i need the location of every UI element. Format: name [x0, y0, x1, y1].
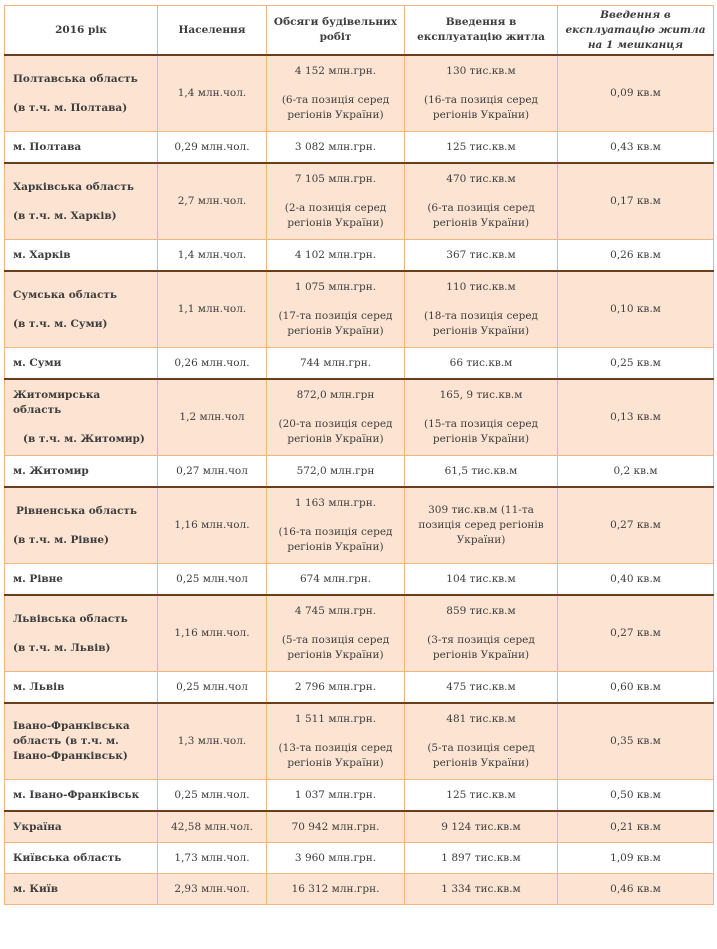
per-capita-cell: 0,27 кв.м [558, 487, 714, 564]
region-name [5, 271, 158, 348]
city-name: м. Житомир [5, 456, 158, 488]
construction-rank: (13-та позиція серед регіонів України) [278, 742, 393, 769]
table-row [5, 843, 714, 874]
population-cell: 0,29 млн.чол. [158, 132, 267, 164]
construction-cell: 16 312 млн.грн. [267, 874, 405, 905]
construction-cell: 674 млн.грн. [267, 564, 405, 596]
population-cell: 1,2 млн.чол [158, 379, 267, 456]
housing-rank: (6-та позиція серед регіонів України) [427, 202, 535, 229]
population-cell: 1,4 млн.чол. [158, 55, 267, 132]
construction-rank: (6-та позиція серед регіонів України) [281, 94, 390, 121]
construction-rank: (17-та позиція серед регіонів України) [278, 310, 393, 337]
per-capita-cell: 0,26 кв.м [558, 240, 714, 272]
region-name-line1: Полтавська область [13, 72, 138, 85]
housing-cell [405, 271, 558, 348]
city-name: м. Харків [5, 240, 158, 272]
region-name-line1: Житомирська область [13, 389, 101, 416]
housing-cell: 61,5 тис.кв.м [405, 456, 558, 488]
region-name-line1: Сумська область [13, 288, 118, 301]
construction-rank: (16-та позиція серед регіонів України) [278, 526, 393, 553]
per-capita-cell: 0,43 кв.м [558, 132, 714, 164]
housing-rank: (3-тя позиція серед регіонів України) [427, 634, 535, 661]
population-cell: 1,73 млн.чол. [158, 843, 267, 874]
population-cell: 1,16 млн.чол. [158, 487, 267, 564]
housing-cell: 66 тис.кв.м [405, 348, 558, 380]
housing-cell [405, 163, 558, 240]
table-row [5, 487, 714, 564]
construction-value: 4 152 млн.грн. [294, 65, 377, 77]
city-name: м. Київ [5, 874, 158, 905]
header-year: 2016 рік [5, 6, 158, 56]
header-per-capita: Введення в експлуатацію житла на 1 мешканця [558, 6, 714, 56]
per-capita-cell: 0,2 кв.м [558, 456, 714, 488]
table-row [5, 780, 714, 812]
table-row [5, 132, 714, 164]
housing-rank: (5-та позиція серед регіонів України) [427, 742, 535, 769]
region-name [5, 379, 158, 456]
population-cell: 2,93 млн.чол. [158, 874, 267, 905]
housing-rank: (18-та позиція серед регіонів України) [423, 310, 539, 337]
construction-cell [267, 487, 405, 564]
population-cell: 1,4 млн.чол. [158, 240, 267, 272]
construction-rank: (2-а позиція серед регіонів України) [284, 202, 387, 229]
region-name-line2: (в т.ч. м. Житомир) [23, 433, 145, 445]
construction-cell [267, 703, 405, 780]
table-row [5, 271, 714, 348]
region-name: Київська область [5, 843, 158, 874]
table-row [5, 240, 714, 272]
region-name [5, 703, 158, 780]
region-name [5, 487, 158, 564]
per-capita-cell: 0,40 кв.м [558, 564, 714, 596]
table-row [5, 672, 714, 704]
housing-cell [405, 55, 558, 132]
table-row [5, 163, 714, 240]
housing-rank: (16-та позиція серед регіонів України) [423, 94, 539, 121]
housing-value: 110 тис.кв.м [446, 281, 516, 293]
population-cell: 0,25 млн.чол [158, 672, 267, 704]
housing-cell: 104 тис.кв.м [405, 564, 558, 596]
region-name-line2: (в т.ч. м. Львів) [13, 641, 111, 654]
region-name-line2: (в т.ч. м. Харків) [13, 209, 117, 222]
region-name-line1: Рівненська область [16, 504, 138, 517]
construction-cell: 70 942 млн.грн. [267, 811, 405, 843]
per-capita-cell: 0,17 кв.м [558, 163, 714, 240]
construction-value: 872,0 млн.грн [296, 389, 375, 401]
housing-cell: 1 334 тис.кв.м [405, 874, 558, 905]
per-capita-cell: 0,13 кв.м [558, 379, 714, 456]
housing-cell [405, 379, 558, 456]
housing-value: 130 тис.кв.м [446, 65, 516, 77]
construction-cell: 572,0 млн.грн [267, 456, 405, 488]
construction-value: 1 511 млн.грн. [294, 713, 377, 725]
construction-cell [267, 163, 405, 240]
housing-cell: 367 тис.кв.м [405, 240, 558, 272]
region-name [5, 55, 158, 132]
per-capita-cell: 0,09 кв.м [558, 55, 714, 132]
housing-cell: 9 124 тис.кв.м [405, 811, 558, 843]
per-capita-cell: 0,10 кв.м [558, 271, 714, 348]
housing-cell: 475 тис.кв.м [405, 672, 558, 704]
region-name-line1: Харківська область [13, 180, 134, 193]
table-row [5, 595, 714, 672]
housing-cell [405, 595, 558, 672]
construction-cell: 4 102 млн.грн. [267, 240, 405, 272]
construction-cell: 3 960 млн.грн. [267, 843, 405, 874]
construction-cell [267, 55, 405, 132]
population-cell: 1,16 млн.чол. [158, 595, 267, 672]
population-cell: 0,25 млн.чол [158, 564, 267, 596]
construction-cell [267, 595, 405, 672]
city-name: м. Суми [5, 348, 158, 380]
housing-value: 859 тис.кв.м [446, 605, 516, 617]
city-name: м. Івано-Франківськ [5, 780, 158, 812]
housing-cell: 125 тис.кв.м [405, 132, 558, 164]
construction-value: 1 075 млн.грн. [294, 281, 377, 293]
construction-cell [267, 379, 405, 456]
construction-cell: 744 млн.грн. [267, 348, 405, 380]
region-name-line2: (в т.ч. м. Рівне) [13, 533, 110, 546]
construction-rank: (5-та позиція серед регіонів України) [281, 634, 390, 661]
per-capita-cell: 0,35 кв.м [558, 703, 714, 780]
population-cell: 1,1 млн.чол. [158, 271, 267, 348]
population-cell: 0,27 млн.чол [158, 456, 267, 488]
construction-value: 4 745 млн.грн. [294, 605, 377, 617]
region-name-line2: (в т.ч. м. Полтава) [13, 101, 128, 114]
table-row [5, 55, 714, 132]
table-row [5, 348, 714, 380]
construction-cell: 1 037 млн.грн. [267, 780, 405, 812]
per-capita-cell: 0,50 кв.м [558, 780, 714, 812]
housing-value: 481 тис.кв.м [446, 713, 516, 725]
housing-cell: 1 897 тис.кв.м [405, 843, 558, 874]
construction-value: 7 105 млн.грн. [294, 173, 377, 185]
construction-cell [267, 271, 405, 348]
per-capita-cell: 0,27 кв.м [558, 595, 714, 672]
housing-value: 470 тис.кв.м [446, 173, 516, 185]
city-name: м. Рівне [5, 564, 158, 596]
construction-rank: (20-та позиція серед регіонів України) [278, 418, 393, 445]
per-capita-cell: 1,09 кв.м [558, 843, 714, 874]
region-name [5, 163, 158, 240]
region-name [5, 595, 158, 672]
region-name: Україна [5, 811, 158, 843]
housing-value: 165, 9 тис.кв.м [439, 389, 523, 401]
table-header-row [5, 6, 714, 56]
region-name-line2: (в т.ч. м. Суми) [13, 317, 108, 330]
per-capita-cell: 0,60 кв.м [558, 672, 714, 704]
construction-cell: 2 796 млн.грн. [267, 672, 405, 704]
construction-cell: 3 082 млн.грн. [267, 132, 405, 164]
table-row [5, 379, 714, 456]
table-row [5, 703, 714, 780]
city-name: м. Львів [5, 672, 158, 704]
housing-cell: 125 тис.кв.м [405, 780, 558, 812]
population-cell: 42,58 млн.чол. [158, 811, 267, 843]
per-capita-cell: 0,25 кв.м [558, 348, 714, 380]
population-cell: 0,26 млн.чол. [158, 348, 267, 380]
construction-value: 1 163 млн.грн. [294, 497, 377, 509]
per-capita-cell: 0,21 кв.м [558, 811, 714, 843]
region-name-line1: Львівська область [13, 612, 128, 625]
regional-construction-table [4, 5, 714, 905]
table-row [5, 564, 714, 596]
housing-cell [405, 703, 558, 780]
table-row [5, 874, 714, 905]
table-row [5, 456, 714, 488]
per-capita-cell: 0,46 кв.м [558, 874, 714, 905]
housing-cell: 309 тис.кв.м (11-та позиція серед регіонів України) [405, 487, 558, 564]
header-construction: Обсяги будівельних робіт [267, 6, 405, 56]
population-cell: 1,3 млн.чол. [158, 703, 267, 780]
table-row [5, 811, 714, 843]
header-population: Населення [158, 6, 267, 56]
population-cell: 0,25 млн.чол. [158, 780, 267, 812]
region-name-line1: Івано-Франківська область (в т.ч. м. Івано-Франківськ) [13, 720, 130, 762]
city-name: м. Полтава [5, 132, 158, 164]
header-housing: Введення в експлуатацію житла [405, 6, 558, 56]
housing-rank: (15-та позиція серед регіонів України) [423, 418, 539, 445]
population-cell: 2,7 млн.чол. [158, 163, 267, 240]
